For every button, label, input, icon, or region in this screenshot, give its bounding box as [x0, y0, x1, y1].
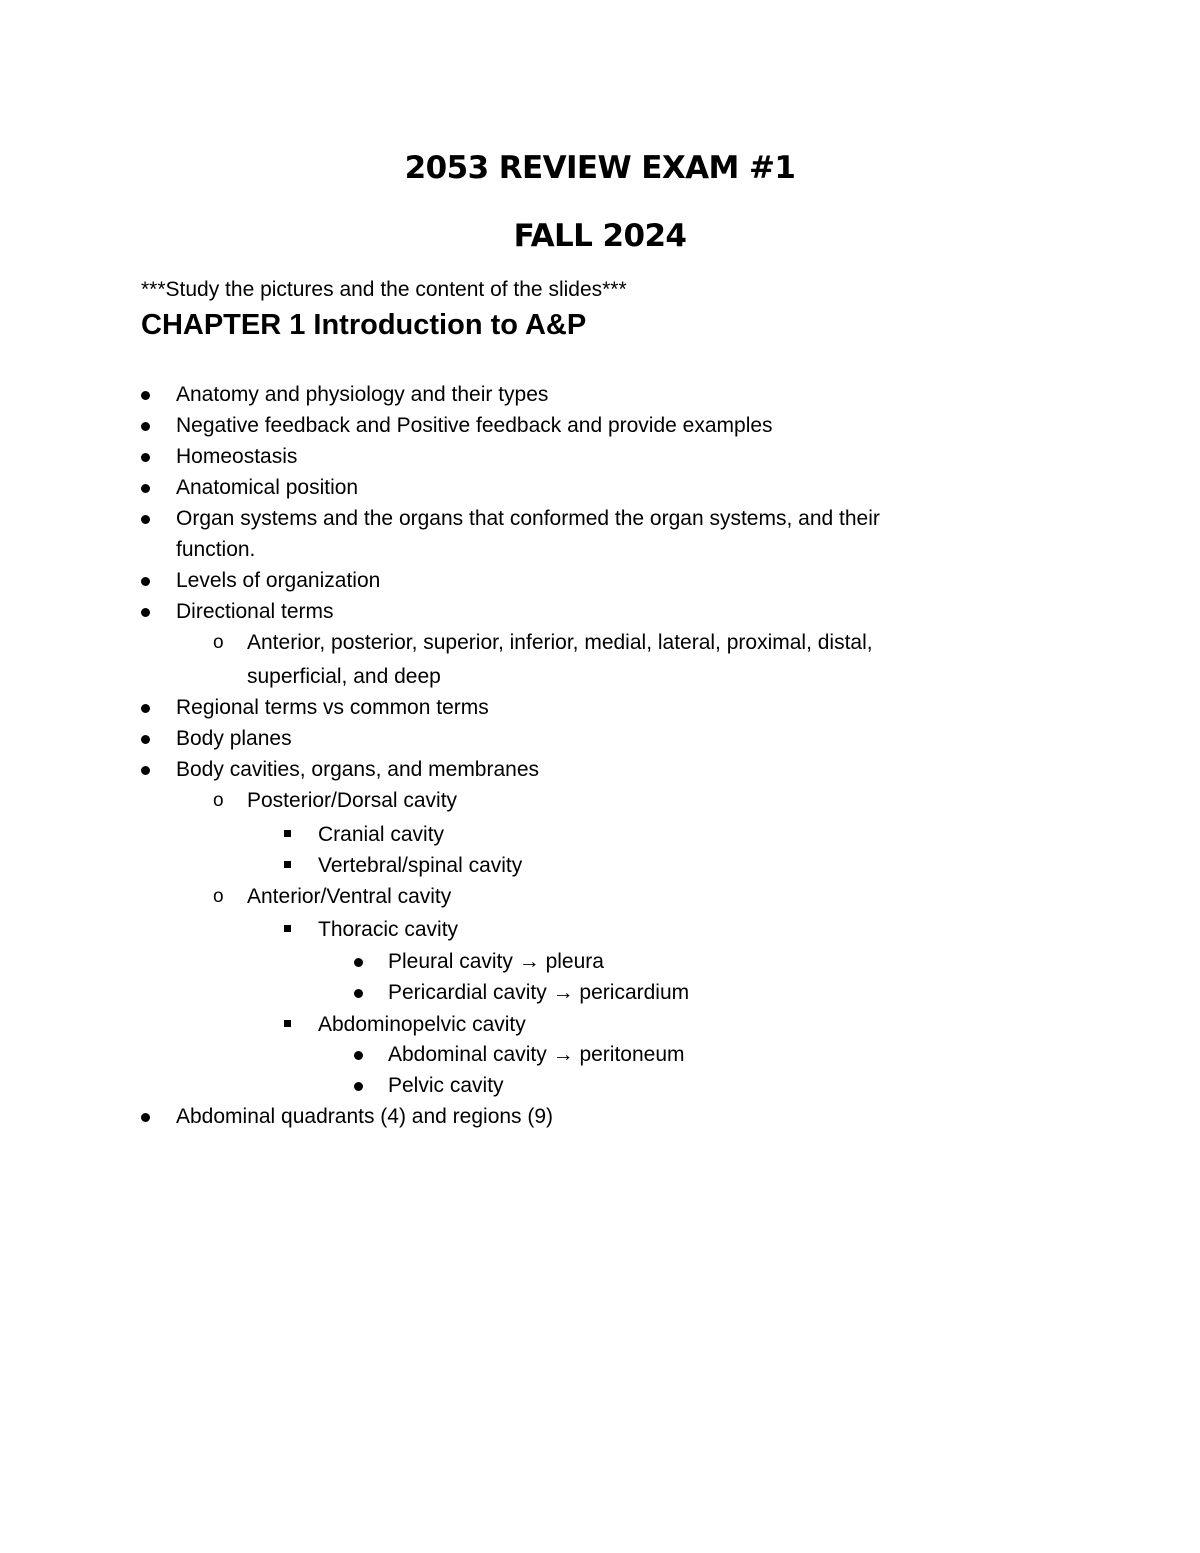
list-item: Vertebral/spinal cavity	[318, 854, 523, 877]
bullet-circle-icon: o	[213, 632, 224, 653]
list-item: Directional terms	[176, 600, 334, 623]
bullet-disc-icon	[354, 958, 363, 967]
arrow-right-icon: →	[552, 1043, 574, 1066]
bullet-square-icon	[284, 1020, 291, 1027]
bullet-square-icon	[284, 830, 291, 837]
bullet-circle-icon: o	[213, 790, 224, 811]
bullet-disc-icon	[141, 766, 150, 775]
document-title: 2053 REVIEW EXAM #1	[404, 150, 796, 186]
list-item: Anatomy and physiology and their types	[176, 383, 549, 406]
bullet-disc-icon	[141, 735, 150, 744]
bullet-disc-icon	[354, 1082, 363, 1091]
bullet-disc-icon	[141, 391, 150, 400]
bullet-circle-icon: o	[213, 886, 224, 907]
list-item: Cranial cavity	[318, 823, 445, 846]
list-item-continuation: superficial, and deep	[247, 665, 441, 688]
membrane-name: peritoneum	[579, 1043, 685, 1066]
bullet-disc-icon	[141, 577, 150, 586]
bullet-square-icon	[284, 925, 291, 932]
cavity-name: Pericardial cavity	[388, 981, 547, 1004]
list-item: Body cavities, organs, and membranes	[176, 758, 540, 781]
list-item-continuation: function.	[176, 538, 256, 561]
document-term: FALL 2024	[513, 218, 687, 254]
cavity-name: Abdominal cavity	[388, 1043, 547, 1066]
list-item	[388, 1042, 685, 1068]
bullet-disc-icon	[141, 1113, 150, 1122]
list-item: Abdominopelvic cavity	[318, 1013, 526, 1036]
bullet-disc-icon	[141, 422, 150, 431]
list-item: Levels of organization	[176, 569, 381, 592]
chapter-heading: CHAPTER 1 Introduction to A&P	[141, 309, 587, 341]
list-item: Organ systems and the organs that conformed the organ systems, and their	[176, 507, 880, 530]
list-item	[388, 980, 689, 1006]
study-note: ***Study the pictures and the content of the slides***	[141, 278, 627, 301]
bullet-square-icon	[284, 861, 291, 868]
list-item: Homeostasis	[176, 445, 298, 468]
arrow-right-icon: →	[552, 981, 574, 1004]
list-item: Thoracic cavity	[318, 918, 459, 941]
bullet-disc-icon	[141, 453, 150, 462]
bullet-disc-icon	[141, 515, 150, 524]
bullet-disc-icon	[141, 608, 150, 617]
bullet-disc-icon	[354, 989, 363, 998]
list-item: Anterior/Ventral cavity	[247, 885, 452, 908]
list-item: Negative feedback and Positive feedback and provide examples	[176, 414, 773, 437]
list-item: Anatomical position	[176, 476, 359, 499]
list-item: Body planes	[176, 727, 292, 750]
list-item: Anterior, posterior, superior, inferior, medial, lateral, proximal, distal,	[247, 631, 873, 654]
membrane-name: pericardium	[579, 981, 690, 1004]
list-item: Abdominal quadrants (4) and regions (9)	[176, 1105, 554, 1128]
list-item: Pelvic cavity	[388, 1074, 504, 1097]
bullet-disc-icon	[354, 1051, 363, 1060]
list-item: Regional terms vs common terms	[176, 696, 489, 719]
list-item	[388, 949, 604, 975]
bullet-disc-icon	[141, 704, 150, 713]
membrane-name: pleura	[545, 950, 604, 973]
cavity-name: Pleural cavity	[388, 950, 513, 973]
arrow-right-icon: →	[518, 950, 540, 973]
list-item: Posterior/Dorsal cavity	[247, 789, 458, 812]
bullet-disc-icon	[141, 484, 150, 493]
